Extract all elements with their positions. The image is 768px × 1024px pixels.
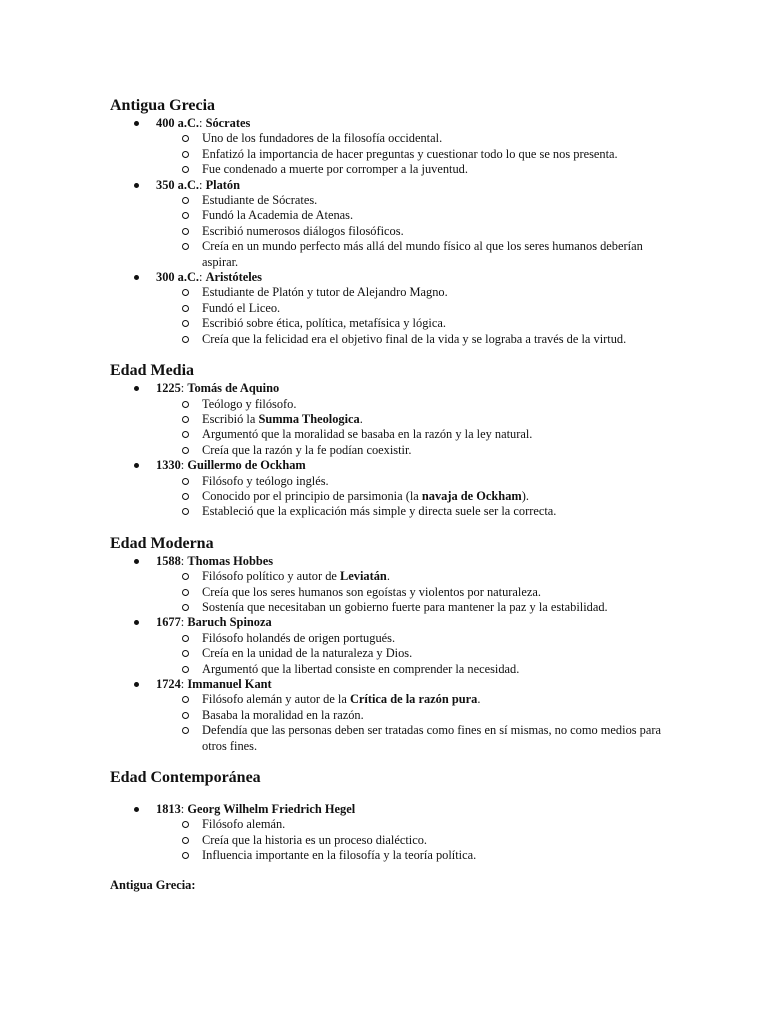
philosopher-entry-thomas-hobbes	[110, 554, 670, 616]
detail-list	[156, 474, 670, 520]
entry-heading	[156, 458, 670, 473]
philosopher-entry-immanuel-kant	[110, 677, 670, 754]
bullet-circle-icon	[182, 635, 189, 642]
entry-heading	[156, 802, 670, 817]
entry-heading	[156, 116, 670, 131]
sections-container	[110, 96, 670, 864]
detail-list	[156, 131, 670, 177]
entry-date: 1677	[156, 615, 181, 630]
detail-text: Fue condenado a muerte por corromper a la juventud.	[202, 162, 468, 177]
bullet-circle-icon	[182, 212, 189, 219]
entry-separator: :	[199, 270, 206, 285]
detail-list	[156, 569, 670, 615]
detail-text: Filósofo holandés de origen portugués.	[202, 630, 396, 645]
philosopher-entry-georg-wilhelm-friedrich-hegel	[110, 802, 670, 864]
bullet-circle-icon	[182, 243, 189, 250]
detail-item	[156, 504, 670, 519]
detail-text: ).	[521, 488, 529, 503]
detail-text: Creía en un mundo perfecto más allá del mundo físico al que los seres humanos deberían aspirar.	[202, 239, 643, 269]
document-page	[110, 96, 670, 893]
detail-text: Uno de los fundadores de la filosofía occidental.	[202, 131, 443, 146]
bullet-circle-icon	[182, 650, 189, 657]
work-title: Summa Theologica	[258, 411, 360, 426]
detail-list	[156, 193, 670, 270]
entry-separator: :	[180, 802, 188, 817]
section-title: Edad Contemporánea	[110, 769, 261, 787]
bullet-dot-icon	[134, 682, 139, 687]
detail-text: Creía que la felicidad era el objetivo final de la vida y se lograba a través de la virtud.	[202, 331, 627, 346]
detail-text: Estudiante de Platón y tutor de Alejandro Magno.	[202, 285, 448, 300]
detail-list	[156, 631, 670, 677]
detail-item	[156, 833, 670, 848]
detail-item	[156, 162, 670, 177]
era-list	[110, 116, 670, 347]
bullet-circle-icon	[182, 696, 189, 703]
detail-item	[156, 208, 670, 223]
detail-item	[156, 285, 670, 300]
philosopher-entry-socrates	[110, 116, 670, 178]
entry-date: 400 a.C.	[156, 116, 200, 130]
detail-text: Escribió numerosos diálogos filosóficos.	[202, 223, 404, 238]
philosopher-name: Platón	[205, 177, 240, 192]
bullet-circle-icon	[182, 852, 189, 859]
work-title: Leviatán	[340, 569, 387, 584]
detail-item	[156, 489, 670, 504]
detail-item	[156, 848, 670, 863]
entry-date: 1588	[156, 553, 181, 568]
bullet-circle-icon	[182, 135, 189, 142]
entry-heading	[156, 381, 670, 396]
philosopher-entry-baruch-spinoza	[110, 615, 670, 677]
entry-separator: :	[180, 553, 188, 568]
detail-item	[156, 239, 670, 270]
detail-text: Basaba la moralidad en la razón.	[202, 707, 364, 722]
bullet-dot-icon	[134, 183, 139, 188]
era-list	[110, 554, 670, 754]
entry-heading	[156, 554, 670, 569]
bullet-dot-icon	[134, 386, 139, 391]
detail-text: .	[386, 569, 390, 584]
detail-item	[156, 443, 670, 458]
detail-text: Filósofo político y autor de	[202, 569, 341, 584]
detail-item	[156, 193, 670, 208]
footer-label: Antigua Grecia:	[110, 877, 196, 892]
detail-text: Enfatizó la importancia de hacer preguntas y cuestionar todo lo que se nos presenta.	[202, 146, 618, 161]
philosopher-entry-tomas-de-aquino	[110, 381, 670, 458]
detail-text: Fundó la Academia de Atenas.	[202, 208, 354, 223]
detail-list	[156, 285, 670, 347]
era-list	[110, 381, 670, 520]
entry-separator: :	[180, 615, 188, 630]
philosopher-entry-guillermo-de-ockham	[110, 458, 670, 520]
detail-item	[156, 708, 670, 723]
philosopher-name: Tomás de Aquino	[187, 381, 280, 396]
detail-item	[156, 397, 670, 412]
detail-text: Sostenía que necesitaban un gobierno fuerte para mantener la paz y la estabilidad.	[202, 599, 608, 614]
detail-item	[156, 631, 670, 646]
entry-separator: :	[199, 116, 206, 130]
detail-text: Fundó el Liceo.	[202, 300, 281, 315]
entry-heading	[156, 178, 670, 193]
detail-text: Filósofo alemán.	[202, 817, 286, 832]
entry-date: 1330	[156, 458, 181, 473]
bullet-circle-icon	[182, 712, 189, 719]
detail-item	[156, 723, 670, 754]
detail-item	[156, 662, 670, 677]
philosopher-name: Sócrates	[205, 116, 251, 130]
section-title: Antigua Grecia	[110, 97, 216, 114]
section-title: Edad Moderna	[110, 534, 214, 552]
detail-text: .	[359, 411, 363, 426]
detail-text: Conocido por el principio de parsimonia (la	[202, 488, 422, 503]
era-list	[110, 802, 670, 864]
philosopher-name: Thomas Hobbes	[187, 553, 274, 568]
entry-separator: :	[199, 177, 206, 192]
detail-item	[156, 585, 670, 600]
detail-item	[156, 569, 670, 584]
bullet-circle-icon	[182, 666, 189, 673]
detail-item	[156, 817, 670, 832]
entry-heading	[156, 615, 670, 630]
philosopher-entry-platon	[110, 178, 670, 270]
detail-item	[156, 600, 670, 615]
bullet-circle-icon	[182, 478, 189, 485]
detail-text: Escribió la	[202, 411, 259, 426]
section-antigua-grecia	[110, 96, 670, 347]
bullet-circle-icon	[182, 727, 189, 734]
philosopher-name: Baruch Spinoza	[187, 615, 272, 630]
bullet-circle-icon	[182, 508, 189, 515]
detail-item	[156, 131, 670, 146]
bullet-circle-icon	[182, 289, 189, 296]
entry-date: 1724	[156, 677, 181, 691]
detail-text: Filósofo y teólogo inglés.	[202, 473, 329, 488]
philosopher-name: Immanuel Kant	[187, 677, 272, 691]
bullet-dot-icon	[134, 275, 139, 280]
bullet-circle-icon	[182, 431, 189, 438]
detail-item	[156, 147, 670, 162]
bullet-circle-icon	[182, 837, 189, 844]
detail-text: Estableció que la explicación más simple y directa suele ser la correcta.	[202, 504, 557, 519]
detail-text: Defendía que las personas deben ser tratadas como fines en sí mismas, no como medios para otros fines.	[202, 723, 662, 753]
detail-text: Creía que los seres humanos son egoístas y violentos por naturaleza.	[202, 584, 541, 599]
philosopher-name: Aristóteles	[205, 270, 263, 285]
detail-item	[156, 474, 670, 489]
bullet-dot-icon	[134, 807, 139, 812]
detail-item	[156, 427, 670, 442]
entry-separator: :	[180, 381, 188, 396]
bullet-circle-icon	[182, 821, 189, 828]
section-title: Edad Media	[110, 362, 195, 380]
philosopher-entry-aristoteles	[110, 270, 670, 347]
detail-item	[156, 332, 670, 347]
bullet-circle-icon	[182, 305, 189, 312]
bullet-dot-icon	[134, 559, 139, 564]
bullet-circle-icon	[182, 604, 189, 611]
detail-item	[156, 412, 670, 427]
bullet-circle-icon	[182, 151, 189, 158]
bullet-dot-icon	[134, 463, 139, 468]
bullet-circle-icon	[182, 336, 189, 343]
detail-item	[156, 301, 670, 316]
detail-text: Escribió sobre ética, política, metafísica y lógica.	[202, 316, 446, 331]
detail-item	[156, 692, 670, 707]
detail-list	[156, 817, 670, 863]
detail-list	[156, 692, 670, 754]
detail-text: Estudiante de Sócrates.	[202, 193, 318, 208]
philosopher-name: Georg Wilhelm Friedrich Hegel	[187, 802, 356, 817]
section-edad-moderna	[110, 534, 670, 754]
entry-date: 1813	[156, 802, 181, 817]
bullet-circle-icon	[182, 228, 189, 235]
entry-date: 350 a.C.	[156, 177, 200, 192]
detail-text: Influencia importante en la filosofía y la teoría política.	[202, 848, 477, 863]
bullet-circle-icon	[182, 447, 189, 454]
detail-item	[156, 316, 670, 331]
bullet-circle-icon	[182, 493, 189, 500]
detail-text: Creía que la razón y la fe podían coexistir.	[202, 442, 412, 457]
detail-text: Creía en la unidad de la naturaleza y Dios.	[202, 646, 413, 661]
bullet-circle-icon	[182, 166, 189, 173]
bullet-dot-icon	[134, 620, 139, 625]
bullet-circle-icon	[182, 197, 189, 204]
bullet-circle-icon	[182, 320, 189, 327]
section-edad-media	[110, 361, 670, 520]
entry-heading	[156, 270, 670, 285]
detail-text: Argumentó que la libertad consiste en comprender la necesidad.	[202, 661, 520, 676]
entry-heading	[156, 677, 670, 692]
section-edad-contemporanea	[110, 768, 670, 864]
detail-text: Teólogo y filósofo.	[202, 396, 297, 411]
work-title: Crítica de la razón pura	[349, 692, 478, 707]
entry-separator: :	[180, 458, 188, 473]
detail-list	[156, 397, 670, 459]
entry-separator: :	[180, 677, 188, 691]
bullet-dot-icon	[134, 121, 139, 126]
bullet-circle-icon	[182, 589, 189, 596]
detail-text: .	[477, 692, 481, 707]
detail-text: Filósofo alemán y autor de la	[202, 692, 350, 707]
work-title: navaja de Ockham	[421, 488, 522, 503]
detail-text: Creía que la historia es un proceso dialéctico.	[202, 832, 428, 847]
detail-item	[156, 646, 670, 661]
entry-date: 300 a.C.	[156, 270, 200, 285]
bullet-circle-icon	[182, 401, 189, 408]
bullet-circle-icon	[182, 573, 189, 580]
entry-date: 1225	[156, 381, 181, 396]
bullet-circle-icon	[182, 416, 189, 423]
detail-text: Argumentó que la moralidad se basaba en la razón y la ley natural.	[202, 427, 533, 442]
detail-item	[156, 224, 670, 239]
philosopher-name: Guillermo de Ockham	[187, 458, 306, 473]
